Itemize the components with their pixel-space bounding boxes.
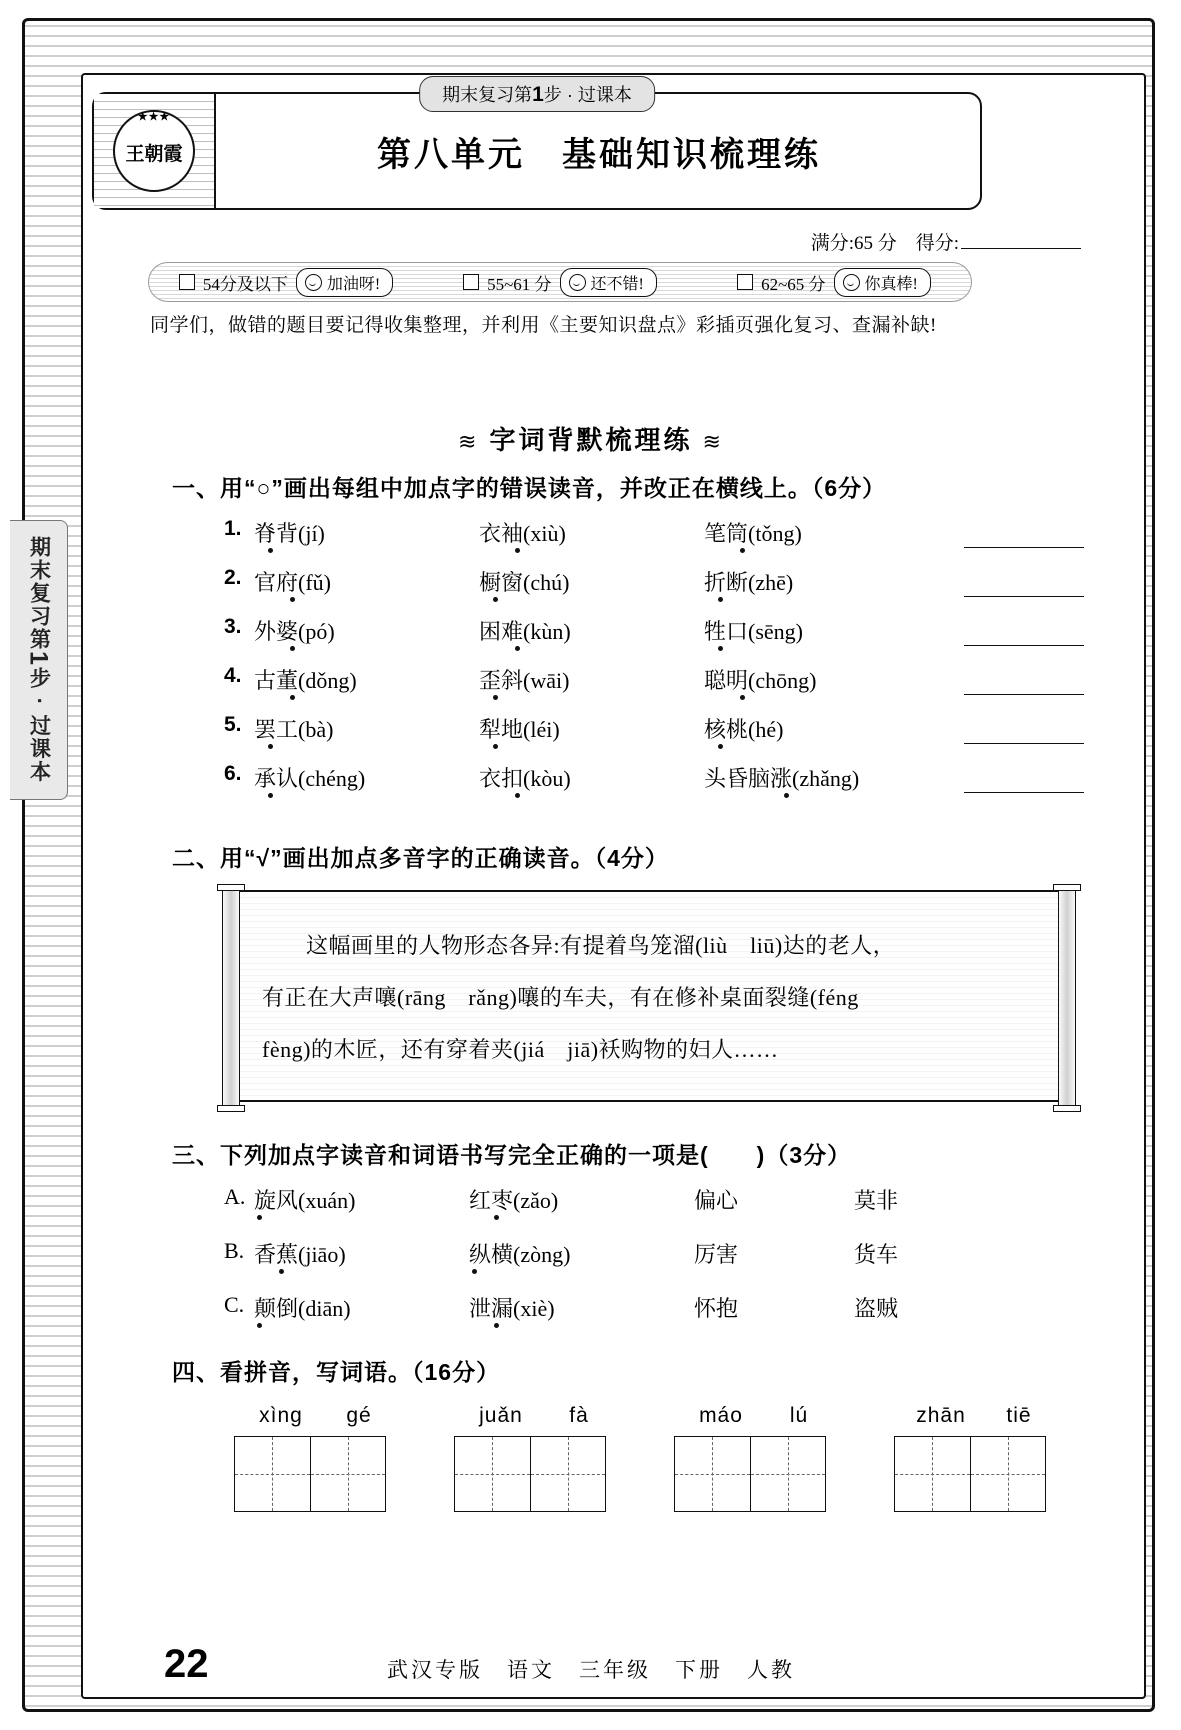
q1-item-b[interactable]	[479, 664, 704, 695]
gained-score-label: 得分:	[915, 233, 959, 254]
emphasis-dot-icon	[493, 744, 498, 749]
q1-row	[224, 762, 1084, 811]
q1-item-c-text: 笔筒(tǒng)	[704, 521, 802, 546]
q3-word-3-text: 怀抱	[694, 1296, 739, 1321]
q3-word-3	[694, 1238, 854, 1269]
q1-row	[224, 517, 1084, 566]
passage-line-3: fèng)的木匠，还有穿着夹(jiá jiā)袄购物的妇人……	[262, 1037, 779, 1062]
ribbon-num: 1	[532, 83, 544, 106]
q3-word-2-text: 泄漏(xiè)	[469, 1296, 555, 1321]
emphasis-dot-icon	[493, 695, 498, 700]
emphasis-dot-icon	[784, 793, 789, 798]
q4-item	[224, 1404, 444, 1512]
side-tab	[10, 520, 68, 800]
q3-word-2	[469, 1292, 694, 1323]
tianzige-box[interactable]	[674, 1436, 826, 1512]
emphasis-dot-icon	[257, 1323, 262, 1328]
q3-word-3-text: 厉害	[694, 1242, 739, 1267]
emphasis-dot-icon	[494, 1323, 499, 1328]
q4-pinyin	[902, 1404, 1104, 1428]
q1-item-a[interactable]	[254, 517, 479, 548]
q3-option-label: C.	[224, 1292, 245, 1317]
q3-word-4	[854, 1184, 1014, 1215]
emphasis-dot-icon	[290, 646, 295, 651]
q1-item-a[interactable]	[254, 664, 479, 695]
emphasis-dot-icon	[257, 1215, 262, 1220]
q3-word-1	[254, 1292, 469, 1323]
q1-answer-blank[interactable]	[964, 570, 1084, 597]
emphasis-dot-icon	[515, 548, 520, 553]
q4-item	[664, 1404, 884, 1512]
q1-row	[224, 664, 1084, 713]
q3-word-4-text: 莫非	[854, 1188, 899, 1213]
question-2-title: 二、用“√”画出加点多音字的正确读音。（4分）	[172, 845, 669, 871]
q1-item-c-text: 头昏脑涨(zhǎng)	[704, 766, 860, 791]
q1-row-num: 6.	[224, 762, 242, 785]
q3-word-1-text: 旋风(xuán)	[254, 1188, 356, 1213]
q1-row-num: 2.	[224, 566, 242, 589]
q1-item-a-text: 脊背(jí)	[254, 521, 325, 546]
question-3-options	[224, 1184, 1084, 1346]
q1-item-b[interactable]	[479, 517, 704, 548]
tianzige-box[interactable]	[894, 1436, 1046, 1512]
q3-word-2-text: 红枣(zǎo)	[469, 1188, 559, 1213]
q1-item-c-text: 核桃(hé)	[704, 717, 784, 742]
q1-item-b-text: 困难(kùn)	[479, 619, 571, 644]
band-range-2: 55~61 分	[487, 274, 552, 294]
q4-pinyin-2: fà	[569, 1404, 589, 1427]
q1-answer-blank[interactable]	[964, 766, 1084, 793]
q1-item-b[interactable]	[479, 713, 704, 744]
emphasis-dot-icon	[515, 793, 520, 798]
q1-item-a-text: 承认(chéng)	[254, 766, 366, 791]
emphasis-dot-icon	[268, 744, 273, 749]
q1-item-c[interactable]	[704, 664, 964, 695]
q1-item-c-text: 聪明(chōng)	[704, 668, 817, 693]
q1-item-b-text: 犁地(léi)	[479, 717, 560, 742]
q1-row-num: 5.	[224, 713, 242, 736]
wave-icon-left: ≋	[458, 429, 480, 454]
q4-pinyin-1: máo	[699, 1404, 743, 1427]
q1-item-c[interactable]	[704, 615, 964, 646]
q1-answer-blank[interactable]	[964, 521, 1084, 548]
q4-pinyin-2: gé	[346, 1404, 372, 1427]
instruction-note: 同学们，做错的题目要记得收集整理，并利用《主要知识盘点》彩插页强化复习、查漏补缺!	[150, 315, 937, 336]
q1-row	[224, 713, 1084, 762]
passage-line-2: 有正在大声嚷(rāng rǎng)嚷的车夫，有在修补桌面裂缝(féng	[262, 985, 859, 1010]
q1-item-b[interactable]	[479, 566, 704, 597]
q1-item-b-text: 衣袖(xiù)	[479, 521, 566, 546]
q1-item-c[interactable]	[704, 762, 964, 793]
q1-item-a-text: 古董(dǒng)	[254, 668, 357, 693]
q3-word-2	[469, 1238, 694, 1269]
q4-pinyin-1: xìng	[259, 1404, 303, 1427]
q3-word-1	[254, 1184, 469, 1215]
q1-answer-blank[interactable]	[964, 717, 1084, 744]
emphasis-dot-icon	[494, 1215, 499, 1220]
section-title: 字词背默梳理练	[489, 425, 693, 455]
question-1-title: 一、用“○”画出每组中加点字的错误读音，并改正在横线上。（6分）	[172, 475, 887, 501]
q3-word-4-text: 盗贼	[854, 1296, 899, 1321]
q4-pinyin-1: zhān	[916, 1404, 966, 1427]
question-2-scroll-panel	[224, 890, 1074, 1102]
question-2-passage[interactable]	[262, 920, 1042, 1076]
q3-option-row[interactable]	[224, 1238, 1084, 1292]
q3-word-1-text: 颠倒(diān)	[254, 1296, 351, 1321]
ribbon-prefix: 期末复习第	[442, 85, 533, 105]
passage-line-1: 这幅画里的人物形态各异:有提着鸟笼溜(liù liū)达的老人，	[306, 933, 896, 958]
q3-word-3-text: 偏心	[694, 1188, 739, 1213]
emphasis-dot-icon	[718, 646, 723, 651]
q3-word-4	[854, 1292, 1014, 1323]
wave-icon-right: ≋	[702, 429, 724, 454]
q3-word-1	[254, 1238, 469, 1269]
side-tab-line2: 步 · 过课本	[27, 667, 51, 784]
q3-word-4	[854, 1238, 1014, 1269]
q3-word-2-text: 纵横(zòng)	[469, 1242, 571, 1267]
emphasis-dot-icon	[515, 646, 520, 651]
q4-pinyin	[242, 1404, 444, 1428]
q1-item-a[interactable]	[254, 566, 479, 597]
question-4-grids	[224, 1404, 1104, 1512]
question-1-list	[224, 517, 1084, 811]
q3-option-row[interactable]	[224, 1292, 1084, 1346]
q1-item-a-text: 官府(fǔ)	[254, 570, 331, 595]
emphasis-dot-icon	[740, 695, 745, 700]
tianzige-box[interactable]	[234, 1436, 386, 1512]
question-3-title: 三、下列加点字读音和词语书写完全正确的一项是( )（3分）	[172, 1142, 852, 1168]
emphasis-dot-icon	[493, 597, 498, 602]
q3-option-row[interactable]	[224, 1184, 1084, 1238]
emphasis-dot-icon	[268, 548, 273, 553]
q1-item-a-text: 罢工(bà)	[254, 717, 334, 742]
q4-pinyin-2: tiē	[1006, 1404, 1032, 1427]
q4-pinyin	[462, 1404, 664, 1428]
q4-item	[884, 1404, 1104, 1512]
side-tab-line1: 期末复习第	[27, 536, 51, 652]
emphasis-dot-icon	[718, 597, 723, 602]
q1-item-b-text: 橱窗(chú)	[479, 570, 570, 595]
emphasis-dot-icon	[472, 1269, 477, 1274]
q1-item-b-text: 歪斜(wāi)	[479, 668, 570, 693]
band-comment-1: 加油呀!	[326, 275, 381, 293]
full-score-label: 满分:65 分	[810, 233, 897, 254]
side-tab-num: 1	[24, 651, 53, 668]
tianzige-box[interactable]	[454, 1436, 606, 1512]
q3-word-4-text: 货车	[854, 1242, 899, 1267]
page-number: 22	[164, 1642, 209, 1686]
ribbon-suffix: 步 · 过课本	[543, 85, 632, 105]
q1-item-a[interactable]	[254, 615, 479, 646]
q1-row	[224, 566, 1084, 615]
emphasis-dot-icon	[290, 695, 295, 700]
q4-pinyin	[682, 1404, 884, 1428]
q1-item-c[interactable]	[704, 517, 964, 548]
q4-pinyin-2: lú	[789, 1404, 809, 1427]
q1-item-c-text: 牲口(sēng)	[704, 619, 803, 644]
emphasis-dot-icon	[718, 744, 723, 749]
q1-item-c[interactable]	[704, 566, 964, 597]
q3-option-label: A.	[224, 1184, 246, 1209]
band-comment-2: 还不错!	[590, 275, 644, 293]
q4-item	[444, 1404, 664, 1512]
q1-row-num: 4.	[224, 664, 242, 687]
emphasis-dot-icon	[290, 597, 295, 602]
q1-item-a[interactable]	[254, 713, 479, 744]
q1-item-a[interactable]	[254, 762, 479, 793]
scroll-rod-right-icon	[1058, 884, 1076, 1112]
logo-text: ★★★ 王朝霞	[125, 143, 183, 165]
q3-option-label: B.	[224, 1238, 245, 1263]
q1-item-c[interactable]	[704, 713, 964, 744]
emphasis-dot-icon	[268, 793, 273, 798]
band-comment-3: 你真棒!	[864, 275, 918, 293]
band-range-3: 62~65 分	[761, 274, 826, 294]
q1-row	[224, 615, 1084, 664]
q3-word-2	[469, 1184, 694, 1215]
page-title: 第八单元 基础知识梳理练	[377, 135, 821, 174]
question-4-title: 四、看拼音，写词语。（16分）	[172, 1359, 501, 1385]
q1-item-b[interactable]	[479, 615, 704, 646]
section-heading	[76, 420, 1106, 457]
q4-pinyin-1: juǎn	[479, 1404, 523, 1427]
q1-item-a-text: 外婆(pó)	[254, 619, 335, 644]
emphasis-dot-icon	[740, 548, 745, 553]
q1-answer-blank[interactable]	[964, 619, 1084, 646]
q1-row-num: 3.	[224, 615, 242, 638]
q3-word-1-text: 香蕉(jiāo)	[254, 1242, 346, 1267]
scroll-rod-left-icon	[222, 884, 240, 1112]
emphasis-dot-icon	[279, 1269, 284, 1274]
q3-word-3	[694, 1292, 854, 1323]
band-range-1: 54分及以下	[202, 274, 288, 294]
footer-info: 武汉专版 语文 三年级 下册 人教	[387, 1658, 795, 1682]
q1-row-num: 1.	[224, 517, 242, 540]
q3-word-3	[694, 1184, 854, 1215]
q1-item-b-text: 衣扣(kòu)	[479, 766, 571, 791]
q1-answer-blank[interactable]	[964, 668, 1084, 695]
q1-item-b[interactable]	[479, 762, 704, 793]
q1-item-c-text: 折断(zhē)	[704, 570, 794, 595]
